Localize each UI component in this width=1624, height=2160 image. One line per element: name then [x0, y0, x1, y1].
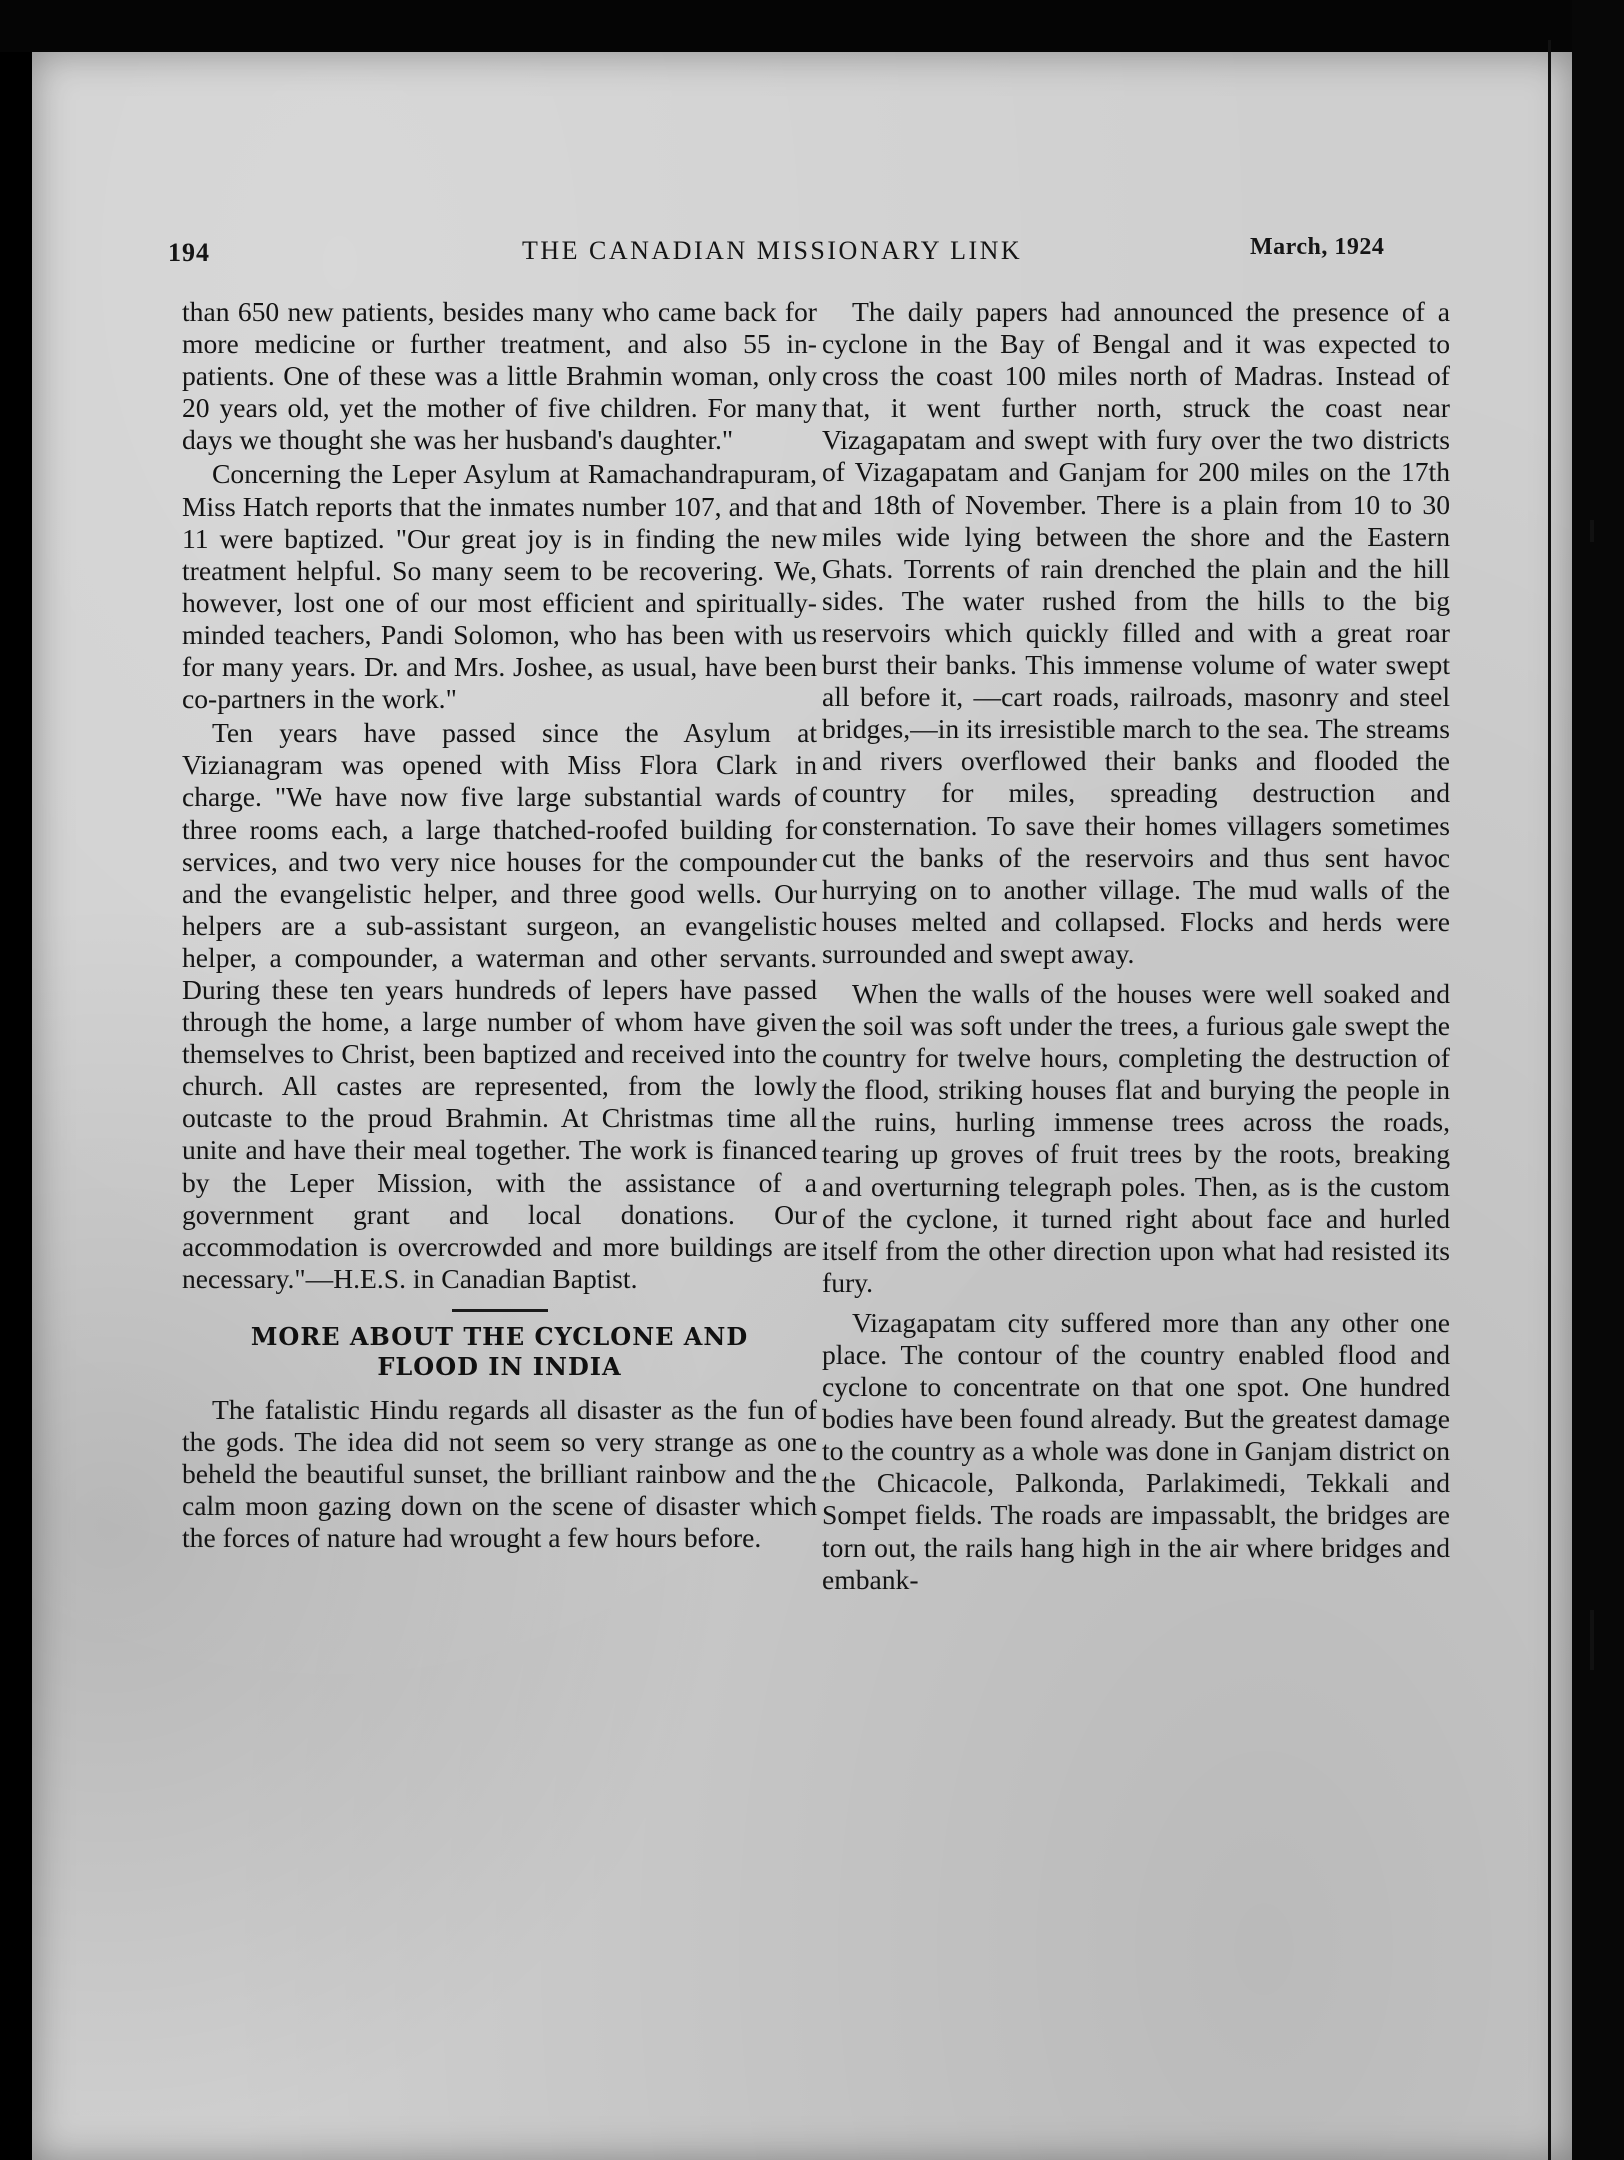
article-heading-line-2: FLOOD IN INDIA: [377, 1351, 622, 1381]
edge-mark: [1590, 1610, 1594, 1670]
paragraph-vizagapatam-city: Vizagapatam city suffered more than any other one place. The contour of the country enabled flood and cyclone to concentrate on that one spot. One hundred bodies have been found already. But the greatest damage to the country as a whole was done in Ganjam district on the Chicacole, Palkonda, Parlakimedi, Tekkali and Sompet fields. The roads are impassablt, the bridges are torn out, the rails hang high in the air where bridges and embank-: [822, 1306, 1450, 1595]
edge-mark: [1590, 520, 1594, 542]
paragraph-fatalistic-hindu: The fatalistic Hindu regards all disaster as the fun of the gods. The idea did not seem so very strange as one beheld the beautiful sunset, the brilliant rainbow and the calm moon gazing down on the scene of disaster which the forces of nature had wrought a few hours before.: [182, 1393, 817, 1554]
page-edge-line: [1548, 40, 1551, 2160]
paragraph-vizianagram: Ten years have passed since the Asylum at Vizianagram was opened with Miss Flora Clark in charge. "We have now five large substantial wards of three rooms each, a large thatched-roofed building for services, and two very nice houses for the compounder and the evangelistic helper, and three good wells. Our helpers are a sub-assistant surgeon, an evangelistic helper, a compounder, a waterman and other servants. During these ten years hundreds of lepers have passed through the home, a large number of whom have given themselves to Christ, been baptized and received into the church. All castes are represented, from the lowly outcaste to the proud Brahmin. At Christmas time all unite and have their meal together. The work is financed by the Leper Mission, with the assistance of a government grant and local donations. Our accommodation is overcrowded and more buildings are necessary."—H.E.S. in Canadian Baptist.: [182, 717, 817, 1294]
paragraph-ramachandrapuram: Concerning the Leper Asylum at Ramachandrapuram, Miss Hatch reports that the inmates number 107, and that 11 were baptized. "Our great joy is in finding the new treatment helpful. So many seem to be recovering. We, however, lost one of our most efficient and spiritually-minded teachers, Pandi Solomon, who has been with us for many years. Dr. and Mrs. Joshee, as usual, have been co-partners in the work.": [182, 458, 817, 715]
left-column: [182, 296, 817, 1554]
issue-date: March, 1924: [1250, 234, 1385, 260]
paragraph-gale: When the walls of the houses were well soaked and the soil was soft under the trees, a furious gale swept the country for twelve hours, completing the destruction of the flood, striking houses flat and burying the people in the ruins, hurling immense trees across the roads, tearing up groves of fruit trees by the roots, breaking and overturning telegraph poles. Then, as is the custom of the cyclone, it turned right about face and hurled itself from the other direction upon what had resisted its fury.: [822, 977, 1450, 1298]
scan-top-border: [0, 0, 1624, 52]
page-number: 194: [168, 238, 210, 267]
paragraph-patients: than 650 new patients, besides many who came back for more medicine or further treatment, and also 55 in-patients. One of these was a little Brahmin woman, only 20 years old, yet the mother of five children. For many days we thought she was her husband's daughter.": [182, 296, 817, 456]
article-heading: [182, 1322, 817, 1382]
scan-right-border: [1572, 0, 1624, 2160]
right-column: [822, 296, 1450, 1596]
running-header: [32, 232, 1572, 272]
paragraph-cyclone-path: The daily papers had announced the presence of a cyclone in the Bay of Bengal and it was expected to cross the coast 100 miles north of Madras. Instead of that, it went further north, struck the coast near Vizagapatam and swept with fury over the two districts of Vizagapatam and Ganjam for 200 miles on the 17th and 18th of November. There is a plain from 10 to 30 miles wide lying between the shore and the Eastern Ghats. Torrents of rain drenched the plain and the hill sides. The water rushed from the hills to the big reservoirs which quickly filled and with a great roar burst their banks. This immense volume of water swept all before it, —cart roads, railroads, masonry and steel bridges,—in its irresistible march to the sea. The streams and rivers overflowed their banks and flooded the country for miles, spreading destruction and consternation. To save their homes villagers sometimes cut the banks of the reservoirs and thus sent havoc hurrying on to another village. The mud walls of the houses melted and collapsed. Flocks and herds were surrounded and swept away.: [822, 296, 1450, 969]
magazine-page: [32, 52, 1572, 2160]
magazine-title: THE CANADIAN MISSIONARY LINK: [522, 236, 1023, 265]
article-heading-line-1: MORE ABOUT THE CYCLONE AND: [250, 1321, 749, 1351]
section-divider: [452, 1309, 548, 1312]
